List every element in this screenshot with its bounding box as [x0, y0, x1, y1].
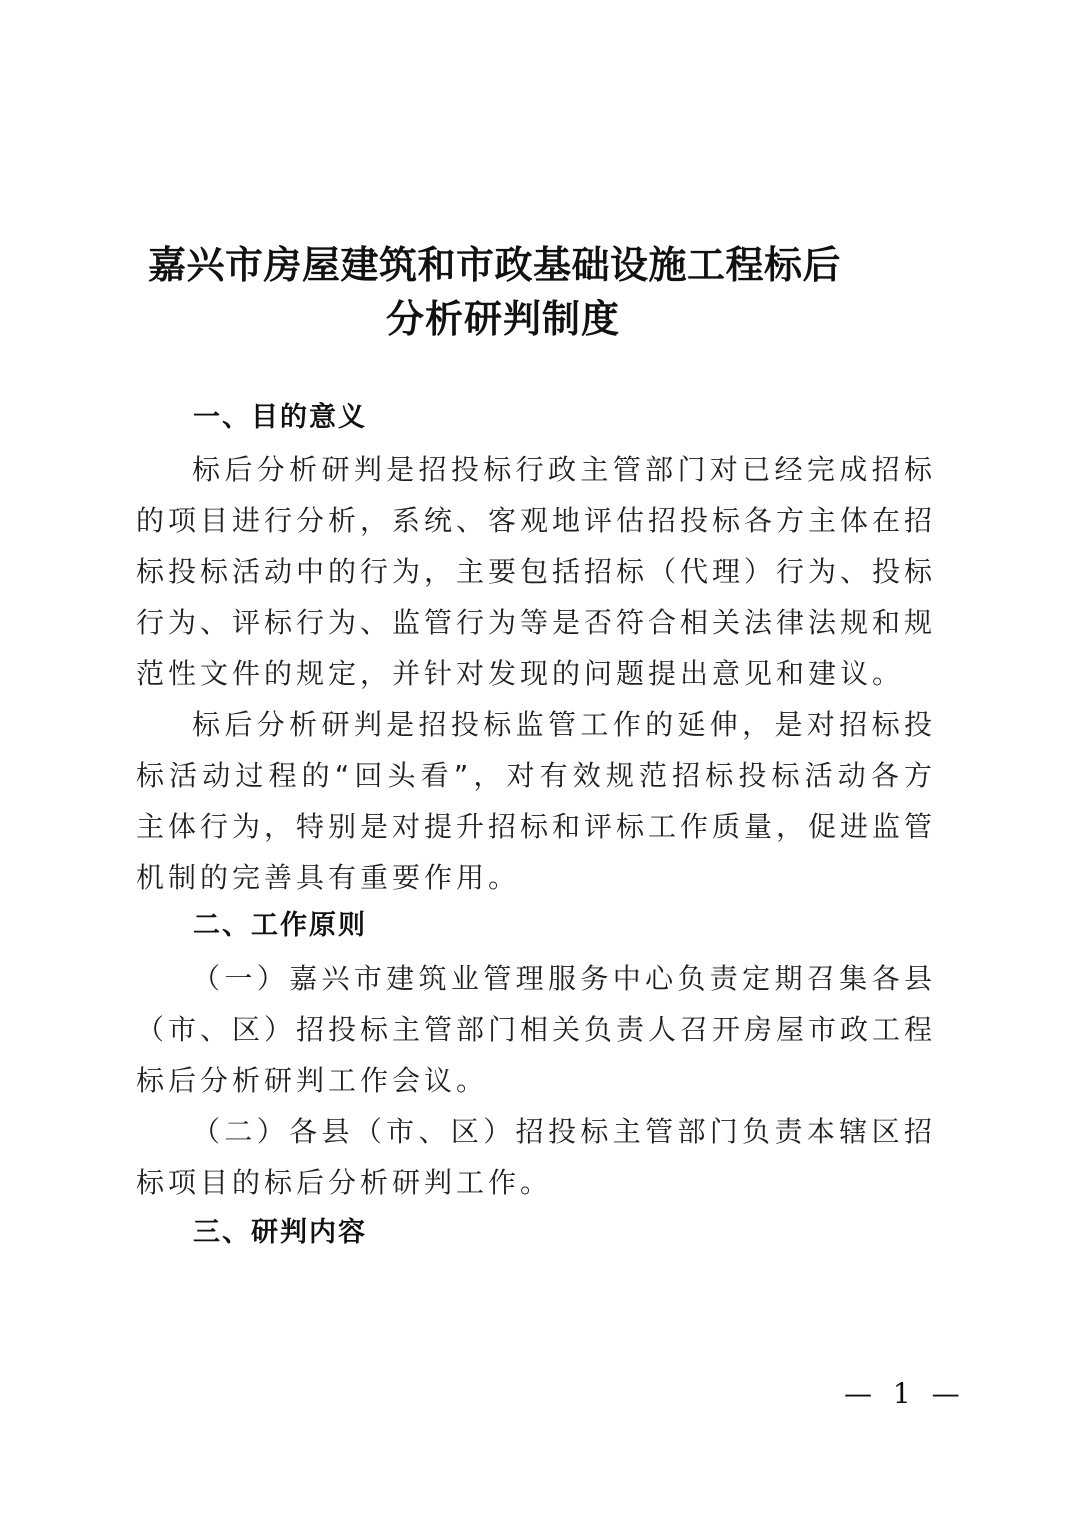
section3-heading: 三、研判内容 — [193, 1217, 367, 1248]
section2-heading: 二、工作原则 — [193, 910, 367, 941]
section2-paragraph1: （一）嘉兴市建筑业管理服务中心负责定期召集各县（市、区）招投标主管部门相关负责人召开房屋市政工程标后分析研判工作会议。 — [136, 962, 937, 1097]
document-title-line2: 分析研判制度 — [386, 296, 621, 341]
section1-paragraph2: 标后分析研判是招投标监管工作的延伸，是对招标投标活动过程的“回头看”，对有效规范招标投标活动各方主体行为，特别是对提升招标和评标工作质量，促进监管机制的完善具有重要作用。 — [136, 708, 937, 894]
section1-heading: 一、目的意义 — [193, 402, 367, 433]
document-title-line1: 嘉兴市房屋建筑和市政基础设施工程标后 — [148, 242, 842, 287]
section1-paragraph1: 标后分析研判是招投标行政主管部门对已经完成招标的项目进行分析，系统、客观地评估招投标各方主体在招标投标活动中的行为，主要包括招标（代理）行为、投标行为、评标行为、监管行为等是否符合相关法律法规和规范性文件的规定，并针对发现的问题提出意见和建议。 — [136, 453, 937, 690]
section2-paragraph2: （二）各县（市、区）招投标主管部门负责本辖区招标项目的标后分析研判工作。 — [136, 1115, 936, 1199]
page-number: — 1 — — [844, 1377, 966, 1410]
